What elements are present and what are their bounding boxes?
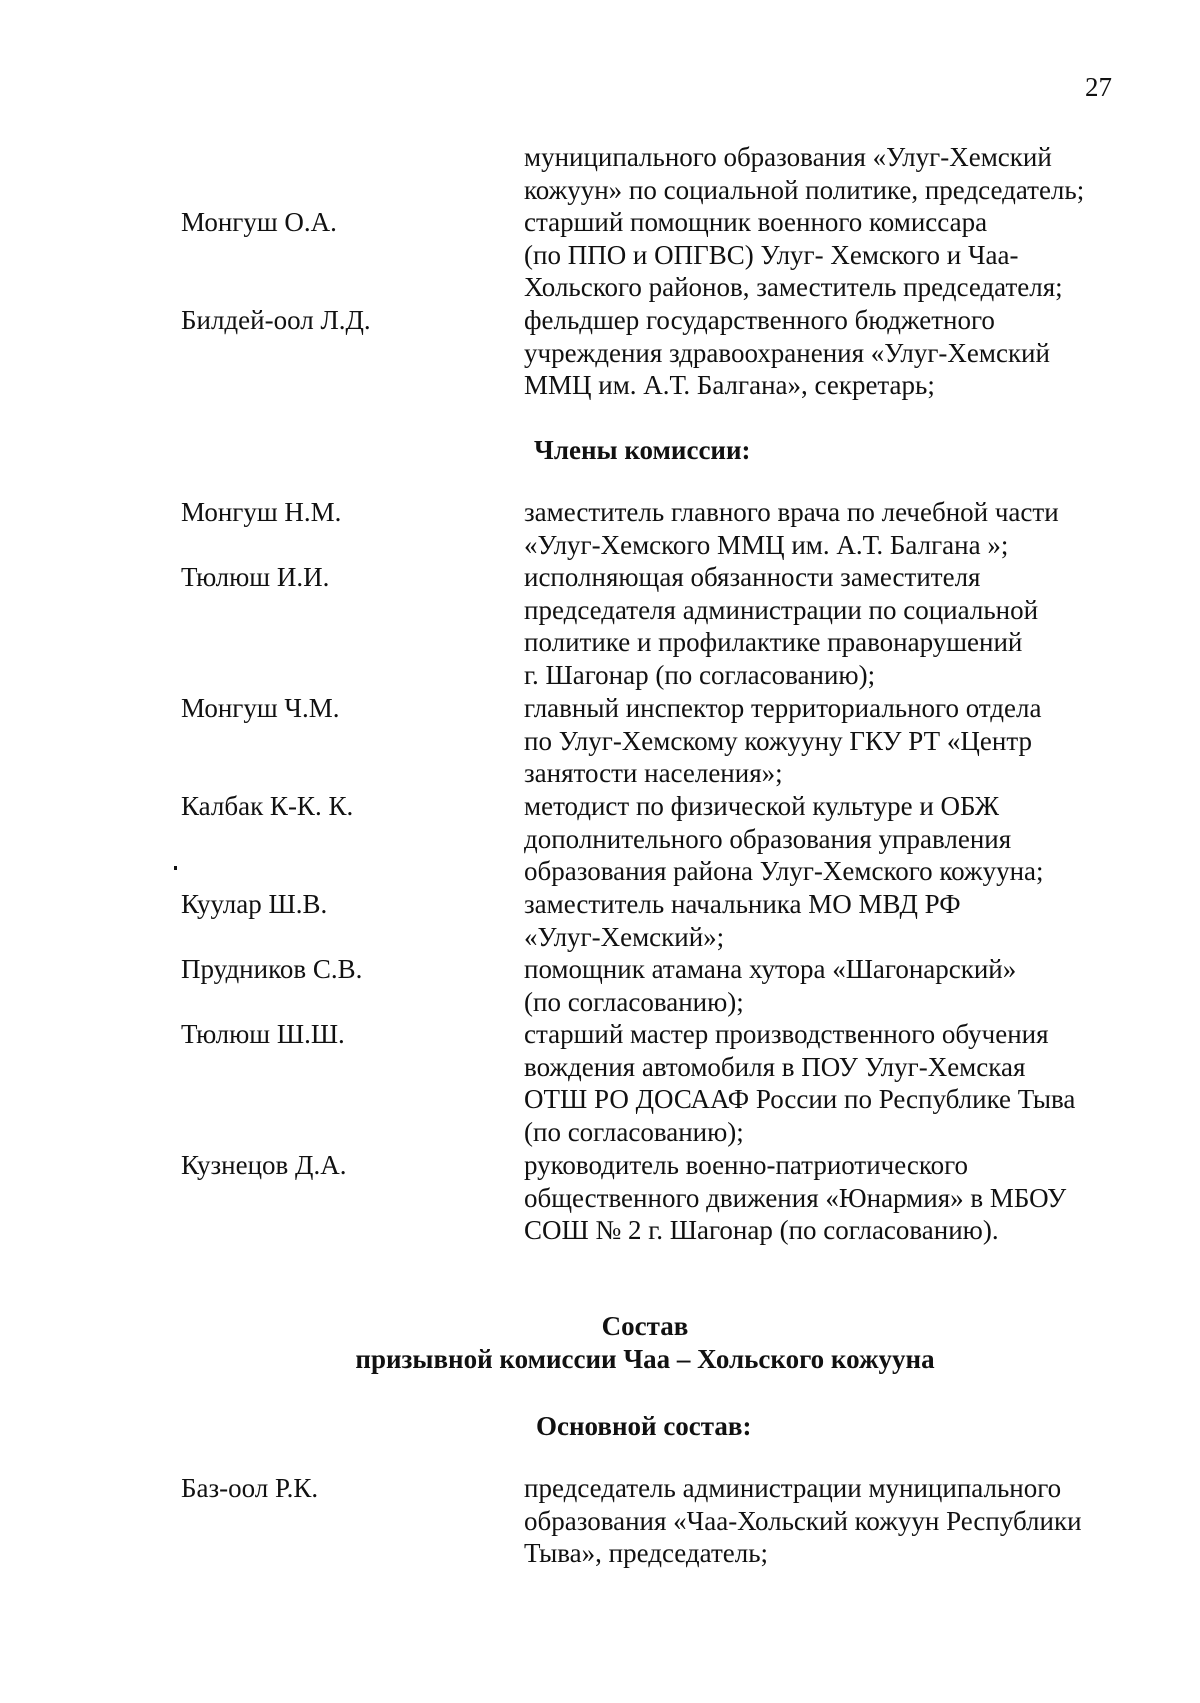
member-name: Монгуш О.А. xyxy=(181,207,337,237)
member-role xyxy=(524,1149,1066,1247)
role-line: ОТШ РО ДОСААФ России по Республике Тыва xyxy=(524,1084,1076,1114)
role-line: политике и профилактике правонарушений xyxy=(524,627,1023,657)
member-role xyxy=(524,496,1059,561)
member-name: Тюлюш Ш.Ш. xyxy=(181,1019,345,1049)
role-line: старший помощник военного комиссара xyxy=(524,207,988,237)
member-name: Тюлюш И.И. xyxy=(181,562,330,592)
role-line: г. Шагонар (по согласованию); xyxy=(524,659,876,690)
section-title-line: Состав xyxy=(601,1311,689,1341)
member-name: Билдей-оол Л.Д. xyxy=(181,305,371,335)
role-line: (по согласованию); xyxy=(524,1116,744,1147)
member-role xyxy=(524,692,1041,790)
member-role xyxy=(524,206,1063,304)
role-line: «Улуг-Хемского ММЦ им. А.Т. Балгана »; xyxy=(524,529,1009,560)
role-line: председатель администрации муниципального xyxy=(524,1473,1062,1503)
role-line: заместитель начальника МО МВД РФ xyxy=(524,889,961,919)
member-role xyxy=(524,1472,1082,1570)
role-line: общественного движения «Юнармия» в МБОУ xyxy=(524,1182,1067,1213)
member-role xyxy=(524,888,961,953)
member-role xyxy=(524,304,1050,402)
intro-line: кожуун» по социальной политике, председатель; xyxy=(524,174,1085,205)
member-name: Прудников С.В. xyxy=(181,954,363,984)
role-line: СОШ № 2 г. Шагонар (по согласованию). xyxy=(524,1215,999,1245)
members-heading: Члены комиссии: xyxy=(534,435,751,465)
main-composition-heading: Основной состав: xyxy=(536,1411,752,1441)
member-name: Куулар Ш.В. xyxy=(181,889,328,919)
role-line: Тыва», председатель; xyxy=(524,1538,769,1568)
section-title xyxy=(0,1310,1200,1376)
member-role xyxy=(524,1018,1075,1148)
role-line: ММЦ им. А.Т. Балгана», секретарь; xyxy=(524,370,935,400)
role-line: заместитель главного врача по лечебной части xyxy=(524,497,1059,527)
role-line: учреждения здравоохранения «Улуг-Хемский xyxy=(524,337,1050,368)
role-line: «Улуг-Хемский»; xyxy=(524,921,725,952)
member-name: Кузнецов Д.А. xyxy=(181,1150,347,1180)
role-line: председателя администрации по социальной xyxy=(524,594,1039,625)
page-number: 27 xyxy=(1085,72,1112,102)
intro-line: муниципального образования «Улуг-Хемский xyxy=(524,142,1052,172)
member-name: Монгуш Ч.М. xyxy=(181,693,340,723)
role-line: главный инспектор территориального отдела xyxy=(524,693,1042,723)
role-line: (по ППО и ОПГВС) Улуг- Хемского и Чаа- xyxy=(524,239,1019,270)
member-role xyxy=(524,953,1016,1018)
scan-mark xyxy=(174,866,177,870)
role-line: помощник атамана хутора «Шагонарский» xyxy=(524,954,1017,984)
role-line: вождения автомобиля в ПОУ Улуг-Хемская xyxy=(524,1051,1026,1082)
role-line: фельдшер государственного бюджетного xyxy=(524,305,995,335)
role-line: по Улуг-Хемскому кожууну ГКУ РТ «Центр xyxy=(524,725,1032,756)
member-name: Калбак К-К. К. xyxy=(181,791,354,821)
role-line: методист по физической культуре и ОБЖ xyxy=(524,791,1000,821)
role-line: (по согласованию); xyxy=(524,986,744,1017)
member-role xyxy=(524,561,1038,691)
role-line: руководитель военно-патриотического xyxy=(524,1150,969,1180)
role-line: дополнительного образования управления xyxy=(524,823,1012,854)
role-line: образования района Улуг-Хемского кожууна; xyxy=(524,856,1044,886)
role-line: занятости населения»; xyxy=(524,758,783,788)
member-name: Монгуш Н.М. xyxy=(181,497,342,527)
role-line: Хольского районов, заместитель председателя; xyxy=(524,272,1063,302)
intro-text xyxy=(524,141,1084,206)
role-line: образования «Чаа-Хольский кожуун Республики xyxy=(524,1505,1082,1536)
member-role xyxy=(524,790,1044,888)
member-name: Баз-оол Р.К. xyxy=(181,1473,319,1503)
role-line: исполняющая обязанности заместителя xyxy=(524,562,981,592)
role-line: старший мастер производственного обучения xyxy=(524,1019,1049,1049)
section-title-line: призывной комиссии Чаа – Хольского кожууна xyxy=(355,1344,935,1374)
